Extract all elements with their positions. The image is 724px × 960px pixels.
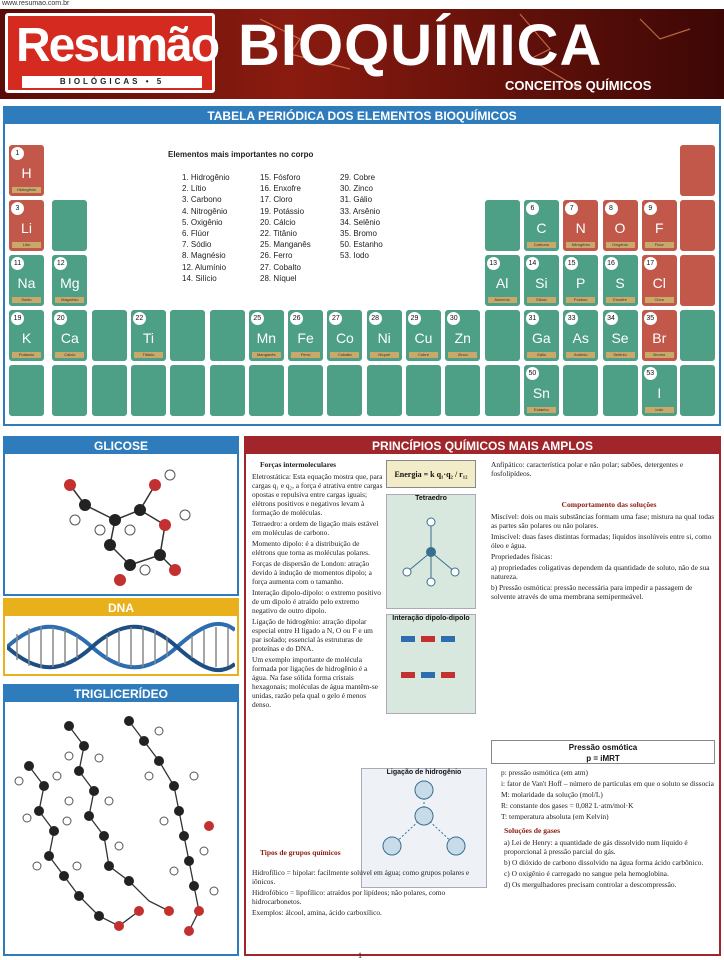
element-symbol: H <box>21 165 32 181</box>
element-cell-fe <box>287 309 324 362</box>
glucose-molecule-illustration <box>45 460 215 594</box>
element-cell-co <box>326 309 363 362</box>
blank-element-cell <box>130 364 167 417</box>
atomic-number: 28 <box>369 312 382 325</box>
osmotic-title: Pressão osmótica <box>568 743 638 752</box>
atomic-number: 15 <box>565 257 578 270</box>
text-item: Miscível: dois ou mais substâncias formam uma fase; mistura na qual todas as partes são polares ou não polares. <box>491 512 715 530</box>
element-name: Carbono <box>527 242 556 248</box>
element-list-item: 22. Titânio <box>260 229 297 239</box>
atomic-number: 22 <box>133 312 146 325</box>
atomic-number: 11 <box>11 257 24 270</box>
element-name: Nitrogênio <box>566 242 595 248</box>
element-symbol: Cl <box>652 275 666 291</box>
blank-element-cell <box>562 364 599 417</box>
solutions-heading: Comportamento das soluções <box>561 500 657 509</box>
hydrogen-bond-caption: Ligação de hidrogênio <box>386 769 462 776</box>
text-item: b) Pressão osmótica: pressão necessária para impedir a passagem de solvente através de uma membrana semipermeável. <box>491 583 693 601</box>
blank-element-cell <box>484 199 521 252</box>
element-cell-n <box>562 199 599 252</box>
blank-element-cell <box>679 199 716 252</box>
element-symbol: As <box>572 330 589 346</box>
text-item: R: constante dos gases = 0,082 L·atm/mol·K <box>501 801 634 810</box>
element-symbol: N <box>575 220 586 236</box>
atomic-number: 27 <box>329 312 342 325</box>
element-list <box>168 150 468 290</box>
element-cell-f <box>641 199 678 252</box>
element-cell-c <box>523 199 560 252</box>
element-list-item: 25. Manganês <box>260 240 311 250</box>
element-name: Iodo <box>645 407 674 413</box>
element-cell-cu <box>405 309 442 362</box>
element-list-col3 <box>340 172 383 262</box>
atomic-number: 30 <box>447 312 460 325</box>
page-number: 1 <box>358 951 362 960</box>
glicose-panel <box>3 436 239 596</box>
element-name: Flúor <box>645 242 674 248</box>
element-symbol: Ca <box>60 330 79 346</box>
element-name: Cloro <box>645 297 674 303</box>
triglyceride-heading: TRIGLICERÍDEO <box>5 686 237 702</box>
element-list-item: 3. Carbono <box>182 195 222 205</box>
brand-series: BIOLÓGICAS • 5 <box>22 76 202 88</box>
element-symbol: Sn <box>532 385 550 401</box>
element-cell-na <box>8 254 45 307</box>
atomic-number: 17 <box>644 257 657 270</box>
element-list-item: 53. Iodo <box>340 251 369 261</box>
element-list-item: 34. Selênio <box>340 217 381 227</box>
triglyceride-panel <box>3 684 239 956</box>
element-name: Cobre <box>409 352 438 358</box>
element-symbol: P <box>576 275 586 291</box>
osmotic-equation: p = iMRT <box>586 754 620 763</box>
blank-element-cell <box>484 364 521 417</box>
intermolecular-heading: Forças intermoleculares <box>260 460 337 469</box>
atomic-number: 29 <box>408 312 421 325</box>
element-cell-p <box>562 254 599 307</box>
element-name: Bromo <box>645 352 674 358</box>
atomic-number: 50 <box>526 367 539 380</box>
element-symbol: O <box>614 220 626 236</box>
element-name: Estanho <box>527 407 556 413</box>
text-item: c) O oxigênio é carregado no sangue pela hemoglobina. <box>504 869 669 878</box>
element-list-item: 33. Arsênio <box>340 206 381 216</box>
atomic-number: 14 <box>526 257 539 270</box>
tetrahedron-caption: Tetraedro <box>415 495 447 502</box>
gas-solutions-heading: Soluções de gases <box>504 826 561 835</box>
principles-heading: PRINCÍPIOS QUÍMICOS MAIS AMPLOS <box>246 438 719 454</box>
energy-equation: Energia = k q₁·q₂ / r₁₂ <box>386 460 476 488</box>
element-name: Gálio <box>527 352 556 358</box>
element-symbol: Ga <box>532 330 551 346</box>
element-list-item: 12. Alumínio <box>182 262 227 272</box>
element-list-item: 16. Enxofre <box>260 184 301 194</box>
element-list-item: 19. Potássio <box>260 206 305 216</box>
text-item: M: molaridade da solução (mol/L) <box>501 790 603 799</box>
atomic-number: 19 <box>11 312 24 325</box>
element-name: Silício <box>527 297 556 303</box>
element-symbol: I <box>657 385 662 401</box>
element-name: Selênio <box>606 352 635 358</box>
atomic-number: 9 <box>644 202 657 215</box>
blank-element-cell <box>602 364 639 417</box>
blank-element-cell <box>91 364 128 417</box>
element-list-item: 4. Nitrogênio <box>182 206 228 216</box>
dna-helix-illustration <box>7 620 235 674</box>
element-symbol: Al <box>495 275 509 291</box>
text-item: p: pressão osmótica (em atm) <box>501 768 589 777</box>
page-subtitle: CONCEITOS QUÍMICOS <box>505 78 652 93</box>
element-symbol: F <box>655 220 664 236</box>
element-list-item: 2. Lítio <box>182 184 207 194</box>
element-list-item: 17. Cloro <box>260 195 293 205</box>
element-list-col1 <box>182 172 230 284</box>
element-list-item: 8. Magnésio <box>182 251 226 261</box>
blank-element-cell <box>287 364 324 417</box>
element-cell-as <box>562 309 599 362</box>
text-item: Propriedades físicas: <box>491 552 553 561</box>
text-item: Momento dipolo: é a distribuição de elétrons que torna as moléculas polares. <box>252 539 370 557</box>
element-symbol: Mn <box>256 330 277 346</box>
blank-element-cell <box>51 364 88 417</box>
blank-element-cell <box>444 364 481 417</box>
osmotic-pressure-box <box>491 740 715 764</box>
blank-element-cell <box>679 309 716 362</box>
gas-solutions-list <box>504 838 716 954</box>
text-item: b) O dióxido de carbono dissolvido na água forma ácido carbônico. <box>504 858 704 867</box>
element-cell-ti <box>130 309 167 362</box>
atomic-number: 20 <box>54 312 67 325</box>
element-list-item: 27. Cobalto <box>260 262 301 272</box>
element-cell-si <box>523 254 560 307</box>
hydrogen-bond-diagram <box>362 776 486 880</box>
element-cell-al <box>484 254 521 307</box>
element-name: Sódio <box>12 297 41 303</box>
atomic-number: 1 <box>11 147 24 160</box>
atomic-number: 7 <box>565 202 578 215</box>
element-symbol: K <box>21 330 32 346</box>
element-name: Níquel <box>370 352 399 358</box>
blank-element-cell <box>405 364 442 417</box>
blank-element-cell <box>169 309 206 362</box>
element-list-item: 15. Fósforo <box>260 173 301 182</box>
element-symbol: Cu <box>414 330 433 346</box>
element-name: Alumínio <box>488 297 517 303</box>
text-item: Imiscível: duas fases distintas formadas; líquidos insolúveis entre si, como óleo e água. <box>491 532 712 550</box>
element-list-item: 50. Estanho <box>340 240 383 250</box>
blank-element-cell <box>326 364 363 417</box>
element-symbol: Si <box>535 275 548 291</box>
blank-element-cell <box>91 309 128 362</box>
triglyceride-molecule-illustration <box>9 706 235 952</box>
atomic-number: 35 <box>644 312 657 325</box>
text-item: i: fator de Van't Hoff – número de partículas em que o soluto se dissocia <box>501 779 714 788</box>
element-cell-li <box>8 199 45 252</box>
element-name: Magnésio <box>55 297 84 303</box>
element-list-item: 31. Gálio <box>340 195 373 205</box>
blank-element-cell <box>51 199 88 252</box>
text-item: Um exemplo importante de molécula formada por ligações de hidrogênio é a água. Na fase sólida forma cristais hexagonais; moléculas de água mantêm-se unidas, razão pela qual o gelo é menos denso. <box>252 655 379 709</box>
element-name: Ferro <box>291 352 320 358</box>
element-cell-mn <box>248 309 285 362</box>
element-list-item: 14. Silício <box>182 273 217 283</box>
dipole-diagram <box>387 622 475 702</box>
element-symbol: Ni <box>377 330 391 346</box>
text-item: Interação dipolo-dipolo: o extremo positivo de um dipolo é atraído pelo extremo negativo de outro dipolo. <box>252 588 381 615</box>
atomic-number: 34 <box>605 312 618 325</box>
atomic-number: 6 <box>526 202 539 215</box>
amphipathic-text: Anfipático: característica polar e não polar; sabões, detergentes e fosfolipídeos. <box>491 460 684 478</box>
blank-element-cell <box>484 309 521 362</box>
element-name: Enxofre <box>606 297 635 303</box>
element-name: Potássio <box>12 352 41 358</box>
element-name: Hidrogênio <box>12 187 41 193</box>
element-cell-mg <box>51 254 88 307</box>
element-list-item: 30. Zinco <box>340 184 373 194</box>
solutions-list <box>491 512 717 737</box>
atomic-number: 13 <box>487 257 500 270</box>
site-url: www.resumao.com.br <box>2 0 70 7</box>
element-symbol: Ti <box>142 330 154 346</box>
element-list-item: 6. Flúor <box>182 229 210 239</box>
element-cell-br <box>641 309 678 362</box>
atomic-number: 31 <box>526 312 539 325</box>
element-cell-ga <box>523 309 560 362</box>
tetrahedron-diagram <box>387 502 475 600</box>
blank-element-cell <box>8 364 45 417</box>
element-symbol: Co <box>335 330 354 346</box>
element-cell-i <box>641 364 678 417</box>
blank-element-cell <box>679 364 716 417</box>
element-cell-ca <box>51 309 88 362</box>
principles-panel <box>244 436 721 956</box>
text-item: Forças de dispersão de London: atração devido à indução de momentos dipolo; a força aumenta com o tamanho. <box>252 559 372 586</box>
element-symbol: Li <box>21 220 32 236</box>
blank-element-cell <box>209 309 246 362</box>
text-item: Tetraedro: a ordem de ligação mais estável em moléculas de carbono. <box>252 519 379 537</box>
text-item: T: temperatura absoluta (em Kelvin) <box>501 812 609 820</box>
element-list-col2 <box>260 172 311 284</box>
element-name: Titânio <box>134 352 163 358</box>
element-list-item: 26. Ferro <box>260 251 293 261</box>
atomic-number: 26 <box>290 312 303 325</box>
element-list-item: 1. Hidrogênio <box>182 173 230 182</box>
text-item: Exemplos: álcool, amina, ácido carboxílico. <box>252 908 382 917</box>
blank-element-cell <box>366 364 403 417</box>
element-cell-cl <box>641 254 678 307</box>
element-name: Cálcio <box>55 352 84 358</box>
dipole-caption: Interação dipolo-dipolo <box>392 615 470 622</box>
element-list-item: 20. Cálcio <box>260 217 296 227</box>
atomic-number: 53 <box>644 367 657 380</box>
text-item: Eletrostática: Esta equação mostra que, para cargas q₁ e q₂, a força é atrativa entre cargas opostas e repulsiva entre cargas iguais; elétrons positivos e negativos levam à formação de moléculas. <box>252 472 383 517</box>
element-cell-o <box>602 199 639 252</box>
atomic-number: 25 <box>251 312 264 325</box>
text-item: Hidrofílico = hipolar: facilmente solúvel em água; como grupos polares e iônicos. <box>252 868 470 886</box>
element-name: Manganês <box>252 352 281 358</box>
element-cell-ni <box>366 309 403 362</box>
element-symbol: Mg <box>60 275 80 291</box>
element-cell-se <box>602 309 639 362</box>
text-item: Hidrofóbico = lipofílico: atraídos por lipídeos; não polares, como hidrocarbonetos. <box>252 888 446 906</box>
periodic-table-heading: TABELA PERIÓDICA DOS ELEMENTOS BIOQUÍMICOS <box>5 108 719 124</box>
element-list-item: 5. Oxigênio <box>182 217 223 227</box>
text-item: a) propriedades coligativas dependem da quantidade de soluto, não de sua natureza. <box>491 563 710 581</box>
element-symbol: Zn <box>454 330 471 346</box>
element-name: Cobalto <box>330 352 359 358</box>
element-cell-s <box>602 254 639 307</box>
element-name: Fósforo <box>566 297 595 303</box>
element-symbol: Br <box>652 330 667 346</box>
blank-element-cell <box>679 144 716 197</box>
element-list-item: 7. Sódio <box>182 240 212 250</box>
atomic-number: 3 <box>11 202 24 215</box>
atomic-number: 12 <box>54 257 67 270</box>
element-cell-sn <box>523 364 560 417</box>
element-list-item: 35. Bromo <box>340 229 377 239</box>
text-item: a) Lei de Henry: a quantidade de gás dissolvido num líquido é proporcional à pressão parcial do gás. <box>504 838 688 856</box>
element-symbol: Se <box>611 330 629 346</box>
element-symbol: Na <box>17 275 36 291</box>
element-name: Oxigênio <box>606 242 635 248</box>
element-symbol: C <box>536 220 547 236</box>
element-symbol: S <box>615 275 625 291</box>
dna-panel <box>3 598 239 676</box>
element-cell-h <box>8 144 45 197</box>
atomic-number: 33 <box>565 312 578 325</box>
blank-element-cell <box>169 364 206 417</box>
atomic-number: 8 <box>605 202 618 215</box>
text-item: d) Os mergulhadores precisam controlar a descompressão. <box>504 880 677 889</box>
blank-element-cell <box>248 364 285 417</box>
tetrahedron-figure <box>386 494 476 609</box>
glicose-heading: GLICOSE <box>5 438 237 454</box>
element-list-title: Elementos mais importantes no corpo <box>168 150 314 159</box>
dna-heading: DNA <box>5 600 237 616</box>
page-title: BIOQUÍMICA <box>238 13 603 78</box>
element-cell-zn <box>444 309 481 362</box>
element-list-item: 28. Níquel <box>260 273 297 283</box>
element-symbol: Fe <box>297 330 314 346</box>
element-name: Lítio <box>12 242 41 248</box>
dipole-figure <box>386 614 476 714</box>
brand-logo <box>5 13 219 93</box>
element-name: Zinco <box>448 352 477 358</box>
chemical-groups-list <box>252 868 484 956</box>
element-list-item: 29. Cobre <box>340 173 376 182</box>
text-item: Ligação de hidrogênio: atração dipolar especial entre H ligado a N, O ou F e um par isolado; essencial às estruturas de proteínas e do DNA. <box>252 617 373 653</box>
blank-element-cell <box>209 364 246 417</box>
brand-name: Resumão <box>16 19 219 72</box>
element-name: Arsênio <box>566 352 595 358</box>
blank-element-cell <box>679 254 716 307</box>
element-cell-k <box>8 309 45 362</box>
atomic-number: 16 <box>605 257 618 270</box>
osmotic-variable-list <box>501 768 717 820</box>
chemical-groups-heading: Tipos de grupos químicos <box>260 848 341 857</box>
